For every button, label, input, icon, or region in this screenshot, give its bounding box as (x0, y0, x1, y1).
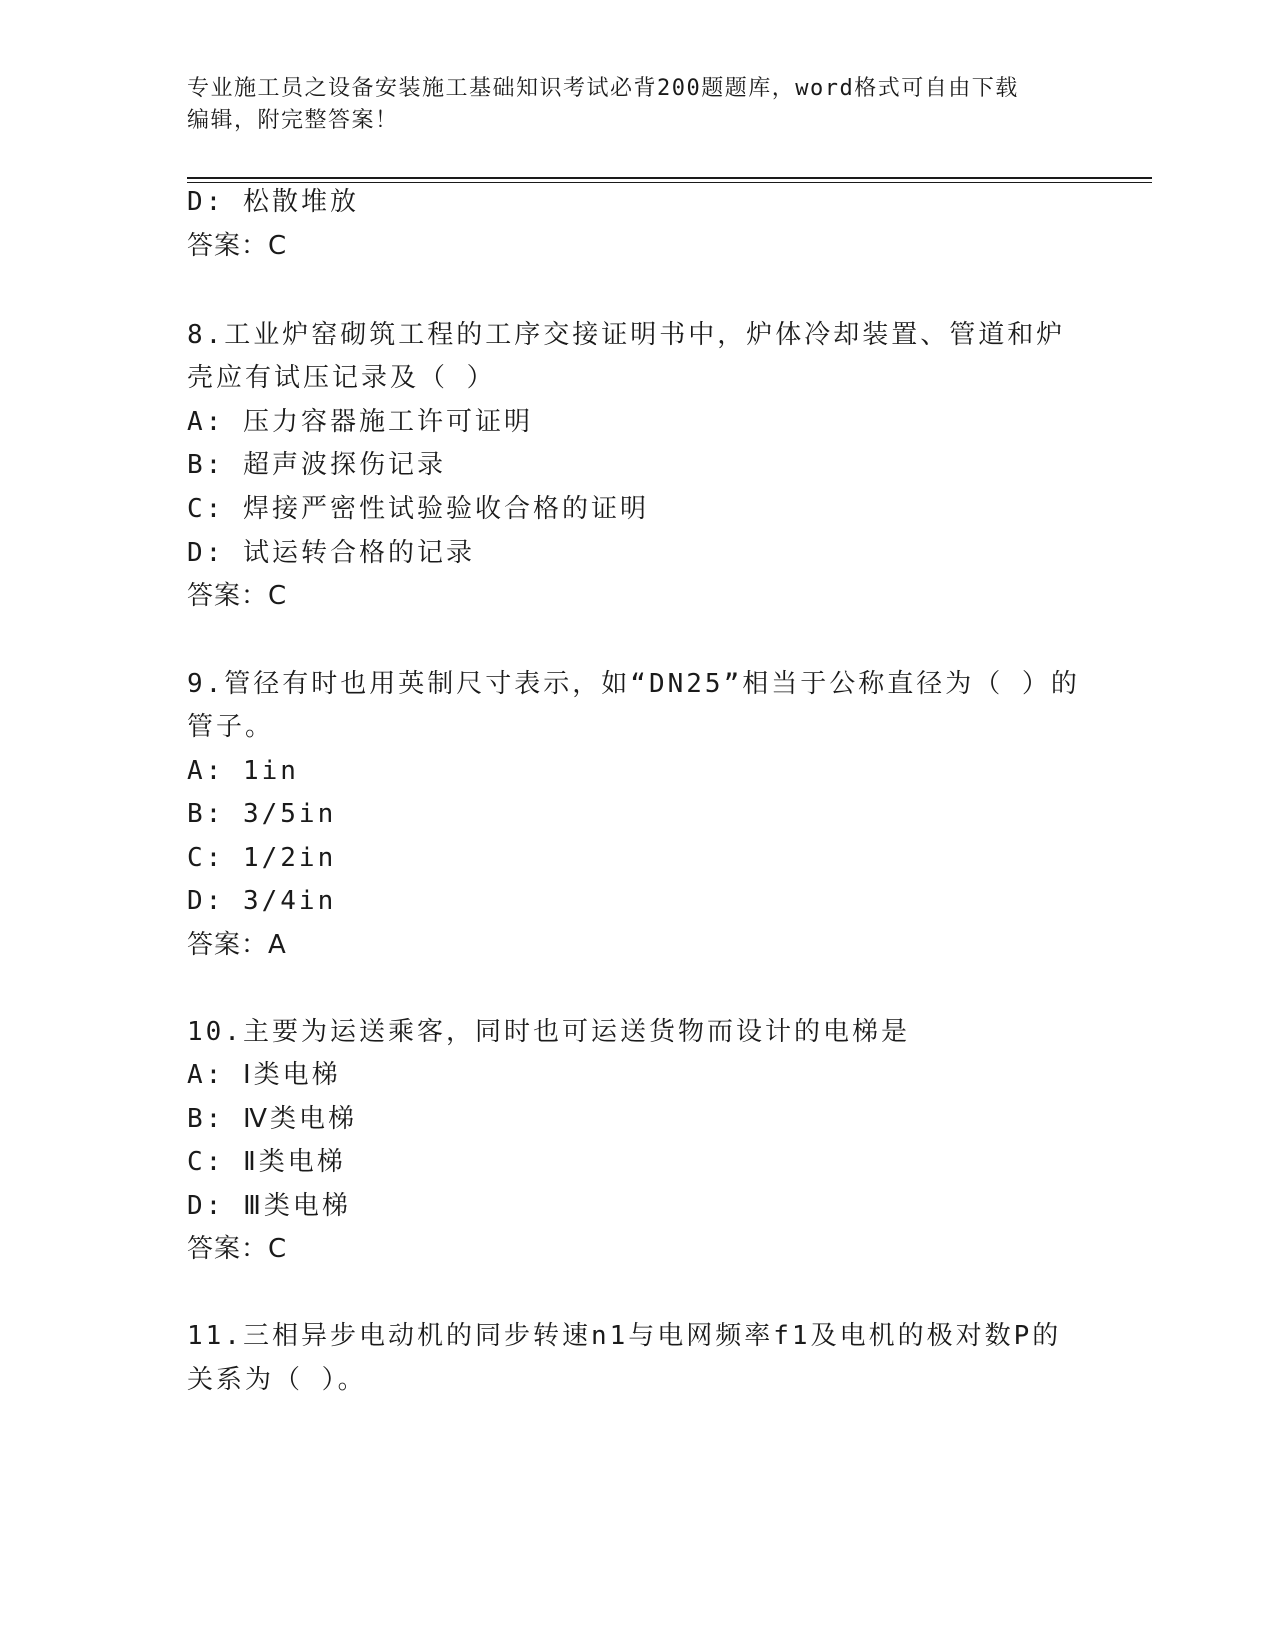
q8-option-a: A: 压力容器施工许可证明 (187, 407, 533, 437)
q10-stem-line-1: 10.主要为运送乘客，同时也可运送货物而设计的电梯是 (187, 1017, 910, 1047)
document-header (187, 73, 1087, 137)
q10-option-b: B: Ⅳ类电梯 (187, 1104, 357, 1134)
q11-stem-line-1: 11.三相异步电动机的同步转速n1与电网频率f1及电机的极对数P的 (187, 1321, 1062, 1351)
header-title-line-2: 编辑，附完整答案！ (187, 108, 399, 133)
q8-option-d: D: 试运转合格的记录 (187, 538, 475, 568)
q7-option-d: D: 松散堆放 (187, 187, 359, 217)
q7-answer: 答案：C (187, 231, 288, 261)
q10-option-d: D: Ⅲ类电梯 (187, 1191, 351, 1221)
q10-option-a: A: Ⅰ类电梯 (187, 1060, 341, 1090)
q8-stem-line-1: 8.工业炉窑砌筑工程的工序交接证明书中，炉体冷却装置、管道和炉 (187, 320, 1066, 350)
q10-option-c: C: Ⅱ类电梯 (187, 1147, 346, 1177)
q8-option-c: C: 焊接严密性试验验收合格的证明 (187, 494, 649, 524)
q9-stem-line-1: 9.管径有时也用英制尺寸表示，如“DN25”相当于公称直径为（ ）的 (187, 669, 1080, 699)
q10-answer: 答案：C (187, 1234, 288, 1264)
q8-option-b: B: 超声波探伤记录 (187, 450, 446, 480)
q9-option-a: A: 1in (187, 756, 299, 786)
q9-option-c: C: 1/2in (187, 843, 337, 873)
header-divider-thin (187, 182, 1152, 183)
q9-option-b: B: 3/5in (187, 799, 337, 829)
q9-stem-line-2: 管子。 (187, 712, 275, 742)
header-title-line-1: 专业施工员之设备安装施工基础知识考试必背200题题库，word格式可自由下载 (187, 76, 1019, 101)
q8-stem-line-2: 壳应有试压记录及（ ） (187, 363, 496, 393)
q8-answer: 答案：C (187, 581, 288, 611)
q9-answer: 答案：A (187, 930, 287, 960)
q9-option-d: D: 3/4in (187, 886, 337, 916)
q11-stem-line-2: 关系为（ ）。 (187, 1365, 367, 1395)
header-divider-thick (187, 177, 1152, 179)
